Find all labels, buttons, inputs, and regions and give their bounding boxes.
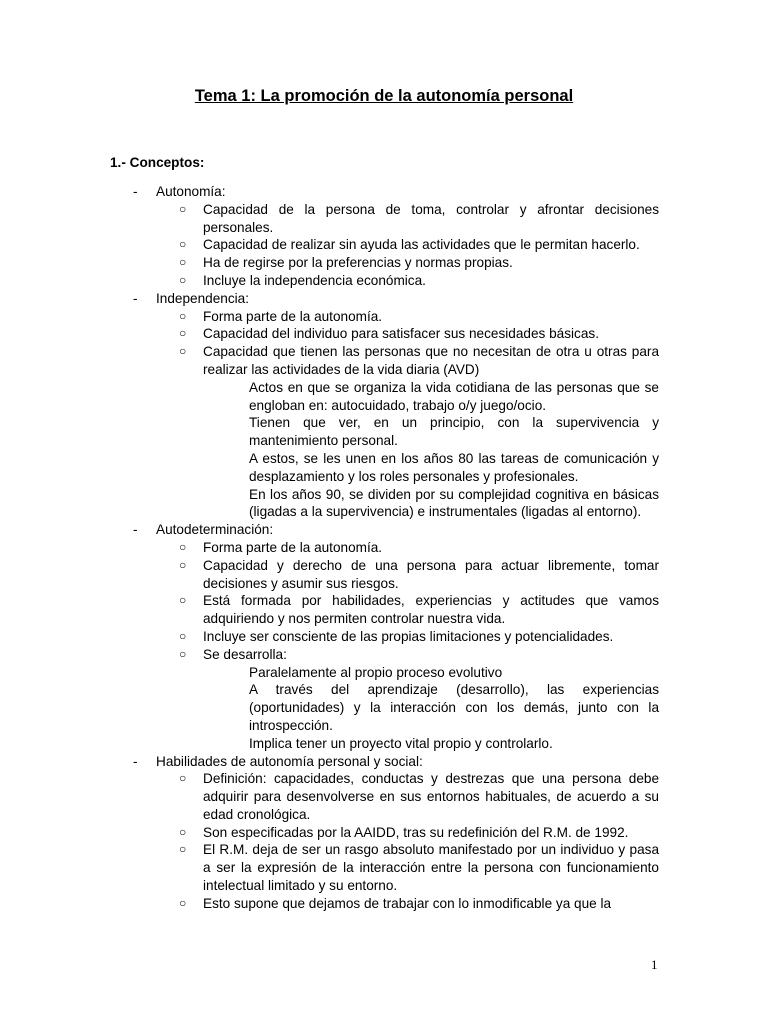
bullet-item [179, 539, 659, 557]
bullet-text: Capacidad de realizar sin ayuda las actividades que le permitan hacerlo. [203, 237, 640, 253]
circle-bullet-icon: ○ [179, 557, 187, 572]
bullet-item [179, 343, 659, 379]
bullet-text: Ha de regirse por la preferencias y normas propias. [203, 255, 513, 271]
section-heading: 1.- Conceptos: [110, 155, 205, 170]
bullet-text: Forma parte de la autonomía. [203, 308, 383, 324]
circle-bullet-icon: ○ [179, 824, 187, 839]
circle-bullet-icon: ○ [179, 255, 187, 270]
bullet-item [179, 841, 659, 894]
dash-marker: - [133, 522, 138, 538]
circle-bullet-icon: ○ [179, 539, 187, 554]
bullet-text: Incluye la independencia económica. [203, 272, 426, 288]
circle-bullet-icon: ○ [179, 646, 187, 661]
dash-marker: - [133, 753, 138, 769]
section-item [133, 183, 659, 201]
circle-bullet-icon: ○ [179, 344, 187, 359]
document-title: Tema 1: La promoción de la autonomía personal [194, 87, 574, 105]
bullet-text: Esto supone que dejamos de trabajar con lo inmodificable ya que la [203, 895, 612, 911]
bullet-text: Definición: capacidades, conductas y destrezas que una persona debe adquirir para desenvolverse en sus entornos habituales, de acuerdo a su edad cronológica. [203, 771, 659, 822]
sub-paragraph: Paralelamente al propio proceso evolutivo [249, 664, 503, 680]
circle-bullet-icon: ○ [179, 895, 187, 910]
circle-bullet-icon: ○ [179, 272, 187, 287]
bullet-item [179, 308, 659, 326]
bullet-item [179, 646, 659, 664]
section-item [133, 753, 659, 771]
circle-bullet-icon: ○ [179, 237, 187, 252]
bullet-text: Capacidad que tienen las personas que no necesitan de otra u otras para realizar las actividades de la vida diaria (AVD) [203, 344, 659, 377]
circle-bullet-icon: ○ [179, 842, 187, 857]
circle-bullet-icon: ○ [179, 771, 187, 786]
bullet-text: Está formada por habilidades, experiencias y actitudes que vamos adquiriendo y nos permiten controlar nuestra vida. [203, 593, 659, 627]
circle-bullet-icon: ○ [179, 326, 187, 341]
document-body [0, 183, 768, 913]
bullet-text: Forma parte de la autonomía. [203, 539, 383, 555]
section-item [133, 521, 659, 539]
bullet-item [179, 254, 659, 272]
circle-bullet-icon: ○ [179, 308, 187, 323]
bullet-text: Son especificadas por la AAIDD, tras su redefinición del R.M. de 1992. [203, 824, 629, 840]
bullet-text: Se desarrolla: [203, 646, 287, 662]
bullet-text: Capacidad de la persona de toma, controlar y afrontar decisiones personales. [203, 201, 659, 235]
circle-bullet-icon: ○ [179, 593, 187, 608]
section-label: Autodeterminación: [156, 522, 274, 538]
bullet-text: Incluye ser consciente de las propias limitaciones y potencialidades. [203, 628, 614, 644]
bullet-item [179, 824, 659, 842]
section-label: Independencia: [156, 290, 249, 306]
bullet-text: Capacidad del individuo para satisfacer sus necesidades básicas. [203, 326, 599, 342]
bullet-text: Capacidad y derecho de una persona para actuar libremente, tomar decisiones y asumir sus riesgos. [203, 557, 659, 591]
bullet-item [179, 557, 659, 593]
bullet-item [179, 628, 659, 646]
bullet-item [179, 770, 659, 823]
sub-paragraph: Implica tener un proyecto vital propio y controlarlo. [249, 735, 553, 751]
sub-paragraph: Tienen que ver, en un principio, con la supervivencia y mantenimiento personal. [249, 415, 659, 449]
circle-bullet-icon: ○ [179, 201, 187, 216]
sub-paragraph: En los años 90, se dividen por su complejidad cognitiva en básicas (ligadas a la supervivencia) e instrumentales (ligadas al entorno). [249, 486, 659, 520]
circle-bullet-icon: ○ [179, 628, 187, 643]
sub-paragraph: A estos, se les unen en los años 80 las tareas de comunicación y desplazamiento y los roles personales y profesionales. [249, 450, 659, 484]
bullet-item [179, 895, 659, 913]
bullet-item [179, 201, 659, 237]
bullet-item [179, 325, 659, 343]
bullet-item [179, 592, 659, 628]
sub-paragraph: A través del aprendizaje (desarrollo), las experiencias (oportunidades) y la interacción con los demás, junto con la introspección. [249, 682, 659, 733]
sub-paragraph: Actos en que se organiza la vida cotidiana de las personas que se engloban en: autocuidado, trabajo o/y juego/ocio. [249, 379, 659, 413]
bullet-item [179, 236, 659, 254]
section-item [133, 290, 659, 308]
section-label: Habilidades de autonomía personal y social: [156, 753, 423, 769]
page-number: 1 [651, 957, 658, 972]
bullet-text: El R.M. deja de ser un rasgo absoluto manifestado por un individuo y pasa a ser la expresión de la interacción entre la persona con funcionamiento intelectual limitado y su entorno. [203, 842, 659, 894]
dash-marker: - [133, 290, 138, 306]
dash-marker: - [133, 184, 138, 199]
section-label: Autonomía: [156, 184, 226, 199]
bullet-item [179, 272, 659, 290]
